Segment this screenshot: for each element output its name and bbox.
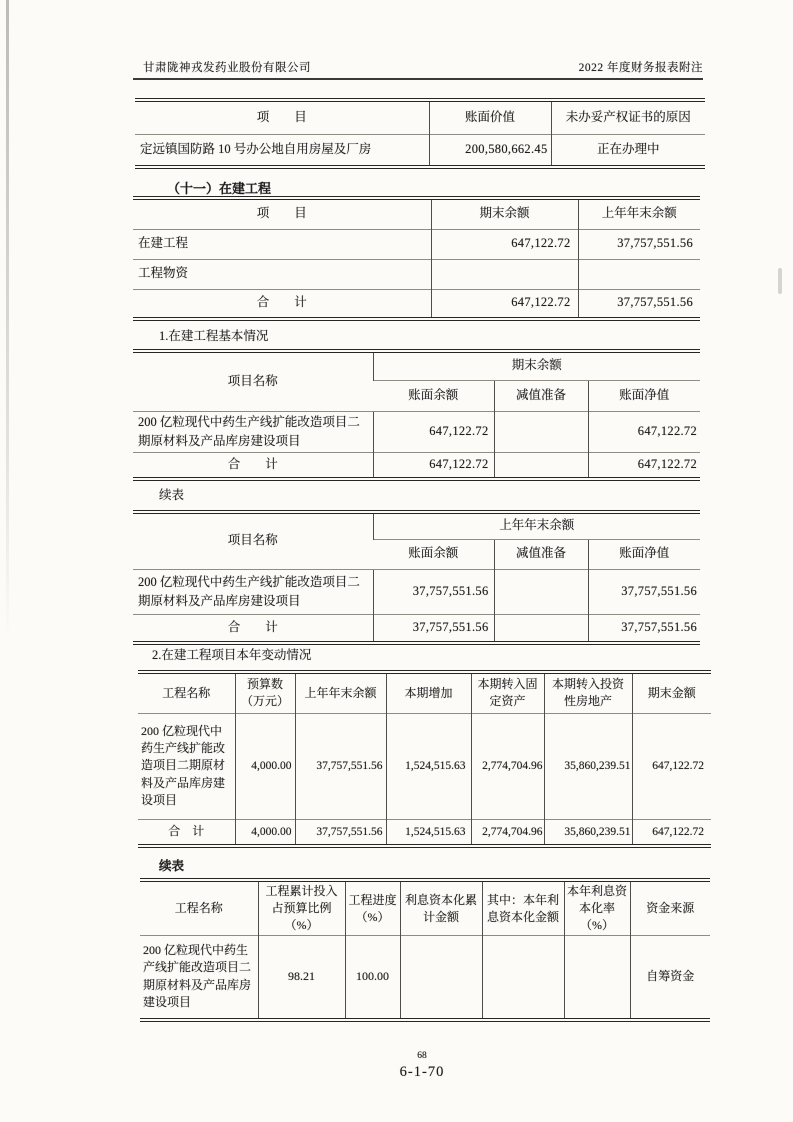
cell-impairment [494,569,588,614]
cell-investment-to-budget-ratio: 98.21 [258,936,345,1020]
cell-project-name: 200 亿粒现代中药生产线扩能改造项目二期原材料及产品库房建设项目 [133,411,373,452]
column-header-item: 项 目 [256,206,307,221]
cell-ending-amount: 647,122.72 [632,713,711,819]
cell-net-value: 647,122.72 [588,452,700,479]
column-header-impairment: 减值准备 [494,380,588,411]
cell-impairment [494,411,588,452]
cell-transfer-fixed-assets: 2,774,704.96 [471,713,544,819]
cell-book-balance: 647,122.72 [373,452,494,479]
table-total-row [138,819,711,846]
cell-project-name: 200 亿粒现代中药生产线扩能改造项目二期原材料及产品库房建设项目 [138,713,235,819]
table-row [135,134,705,167]
cell-prior-balance [578,259,700,289]
cell-prior-balance: 37,757,551.56 [578,229,700,259]
cell-item: 在建工程 [133,229,431,259]
cell-book-balance: 37,757,551.56 [373,614,494,643]
group-header-ending-balance: 期末余额 [373,351,700,380]
cell-impairment [494,452,588,479]
cell-transfer-investment-property: 35,860,239.51 [544,819,632,846]
column-header-book-value: 账面价值 [429,100,551,134]
table-row [133,569,700,614]
column-header-capitalization-rate: 本年利息资本化率（%） [564,880,630,936]
table-row [133,259,700,289]
table-total-row [133,614,700,643]
header-rule [133,78,703,80]
cell-property-name: 定远镇国防路 10 号办公地自用房屋及厂房 [135,134,429,167]
cip-movement-table [138,670,711,848]
cell-ending-balance: 647,122.72 [431,229,578,259]
column-header-book-balance: 账面余额 [373,380,494,411]
column-header-project-name: 工程名称 [162,685,211,700]
subsection-1-heading: 1.在建工程基本情况 [159,329,269,343]
cell-capitalized-interest-current-year [482,936,564,1020]
cell-net-value: 647,122.72 [588,411,700,452]
column-header-reason: 未办妥产权证书的原因 [551,100,705,134]
cell-book-value: 200,580,662.45 [429,134,551,167]
table-header-row [133,351,700,380]
cell-progress: 100.00 [345,936,400,1020]
cell-ending-balance: 647,122.72 [431,289,578,319]
column-header-transfer-investment-property: 本期转入投资性房地产 [544,672,632,713]
table-header-row [135,100,705,134]
document-number: 6-1-70 [399,1064,445,1080]
column-header-capitalized-interest-accumulated: 利息资本化累计金额 [400,880,482,936]
section-heading-11: （十一）在建工程 [167,181,272,196]
cell-ending-amount: 647,122.72 [632,819,711,846]
cip-detail-prior-table [133,510,700,645]
pending-certificate-table [135,98,705,169]
cell-prior-balance: 37,757,551.56 [295,713,386,819]
column-header-budget: 预算数（万元） [235,672,295,713]
column-header-net-value: 账面净值 [588,380,700,411]
cell-total-label: 合 计 [133,614,373,643]
table-header-row [140,880,710,936]
table-total-row [133,289,700,319]
cell-increase: 1,524,515.63 [386,819,471,846]
group-header-prior-balance: 上年年末余额 [373,512,700,539]
column-header-progress: 工程进度（%） [345,880,400,936]
table-header-row [138,672,711,713]
cell-transfer-investment-property: 35,860,239.51 [544,713,632,819]
continued-table-label-1: 续表 [159,488,185,502]
cell-capitalized-interest-accumulated [400,936,482,1020]
column-header-item: 项 目 [256,109,307,124]
column-header-prior-balance: 上年年末余额 [578,198,700,229]
cell-total-label: 合 计 [138,819,235,846]
column-header-capitalized-interest-current-year: 其中：本年利息资本化金额 [482,880,564,936]
cell-project-name: 200 亿粒现代中药生产线扩能改造项目二期原材料及产品库房建设项目 [140,936,258,1020]
table-header-row [133,198,700,229]
cell-funding-source: 自筹资金 [630,936,710,1020]
cell-total-label: 合 计 [133,452,373,479]
column-header-funding-source: 资金来源 [630,880,710,936]
cell-book-balance: 647,122.72 [373,411,494,452]
table-header-row [133,512,700,539]
column-header-increase: 本期增加 [386,672,471,713]
scan-edge-artifact [6,0,9,640]
table-row [133,411,700,452]
cip-progress-table [140,878,710,1022]
table-total-row [133,452,700,479]
column-header-ending-amount: 期末金额 [632,672,711,713]
cell-budget: 4,000.00 [235,713,295,819]
cell-impairment [494,614,588,643]
cell-prior-balance: 37,757,551.56 [578,289,700,319]
scan-smudge-artifact [778,268,782,294]
table-row [133,229,700,259]
table-row [140,936,710,1020]
page-number: 68 [417,1051,427,1061]
column-header-ending-balance: 期末余额 [431,198,578,229]
cell-prior-balance: 37,757,551.56 [295,819,386,846]
column-header-transfer-fixed-assets: 本期转入固定资产 [471,672,544,713]
column-header-net-value: 账面净值 [588,539,700,569]
column-header-project-name: 项目名称 [227,373,278,388]
cell-ending-balance [431,259,578,289]
column-header-investment-to-budget-ratio: 工程累计投入占预算比例（%） [258,880,345,936]
cell-book-balance: 37,757,551.56 [373,569,494,614]
continued-table-label-2: 续表 [159,859,185,873]
cell-project-name: 200 亿粒现代中药生产线扩能改造项目二期原材料及产品库房建设项目 [133,569,373,614]
cip-balance-table [133,196,700,321]
cell-item: 工程物资 [133,259,431,289]
column-header-project-name: 工程名称 [174,901,223,916]
table-row [138,713,711,819]
cell-total-label: 合 计 [133,289,431,319]
cell-reason: 正在办理中 [551,134,705,167]
cell-transfer-fixed-assets: 2,774,704.96 [471,819,544,846]
column-header-project-name: 项目名称 [227,533,278,548]
company-name: 甘肃陇神戎发药业股份有限公司 [143,62,311,74]
report-title: 2022 年度财务报表附注 [578,62,703,74]
cell-capitalization-rate [564,936,630,1020]
cell-net-value: 37,757,551.56 [588,569,700,614]
cell-budget: 4,000.00 [235,819,295,846]
cell-net-value: 37,757,551.56 [588,614,700,643]
column-header-book-balance: 账面余额 [373,539,494,569]
column-header-impairment: 减值准备 [494,539,588,569]
subsection-2-heading: 2.在建工程项目本年变动情况 [152,648,312,662]
cell-increase: 1,524,515.63 [386,713,471,819]
cip-detail-ending-table [133,349,700,481]
column-header-prior-balance: 上年年末余额 [295,672,386,713]
